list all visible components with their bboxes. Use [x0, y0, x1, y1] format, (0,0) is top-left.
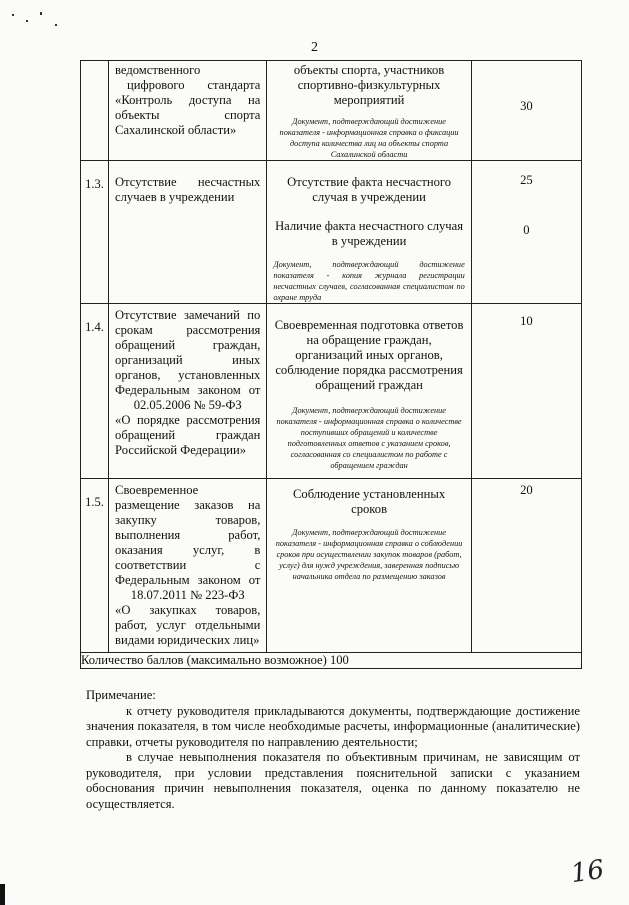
indicator-name-line: 02.05.2006 № 59-ФЗ: [133, 398, 242, 412]
criteria-cell: [267, 479, 471, 653]
row-number: 1.3.: [81, 161, 109, 304]
indicator-name-line: Федеральным законом от: [115, 383, 261, 397]
indicator-name-line: закупку товаров,: [115, 513, 261, 527]
score-cell: [471, 304, 581, 479]
indicator-name-line: «О закупках товаров,: [115, 603, 261, 617]
row-number: 1.5.: [81, 479, 109, 653]
indicator-name-line: видами юридических лиц»: [115, 633, 260, 647]
indicator-name-line: объекты спорта: [115, 108, 261, 122]
scan-edge-mark: [0, 884, 5, 905]
indicator-name-line: Отсутствие несчастных: [115, 175, 261, 189]
indicator-name: [109, 61, 267, 161]
criterion-text: Соблюдение установленных сроков: [293, 487, 446, 516]
note-paragraph: в случае невыполнения показателя по объективным причинам, не зависящим от руководителя, при условии представления пояснительной записки с указанием обоснования причин невыполнения показателя, оценка по данному показателю не осуществляется.: [86, 750, 580, 811]
scan-speck: [12, 14, 14, 16]
indicator-name-line: соответствии с: [115, 558, 261, 572]
indicator-name-line: размещение заказов на: [115, 498, 261, 512]
page-number: 2: [311, 40, 318, 55]
table-row: [81, 479, 582, 653]
note-title: Примечание:: [86, 688, 156, 702]
score-cell: [471, 61, 581, 161]
handwritten-page-number: 16: [569, 854, 607, 890]
score-value: 20: [520, 483, 533, 497]
table-row: [81, 304, 582, 479]
indicator-name-line: Отсутствие замечаний по: [115, 308, 261, 322]
criterion-text: объекты спорта, участников спортивно-физкультурных мероприятий: [293, 63, 445, 107]
scan-speck: [55, 24, 57, 26]
row-number: [81, 61, 109, 161]
table-row-total: [81, 653, 582, 669]
criterion-text: Наличие факта несчастного случая в учреждении: [275, 219, 464, 248]
confirming-document-note: Документ, подтверждающий достижение показателя - информационная справка о соблюдении сроков при осуществлении закупок товаров (работ, услуг) для нужд учреждения, заверенная подписью начальника отдела по размещению заказов: [275, 528, 463, 581]
indicator-name-line: «Контроль доступа на: [115, 93, 261, 107]
indicator-name-line: Сахалинской области»: [115, 123, 237, 137]
criteria-cell: [267, 161, 471, 304]
indicator-name-line: случаев в учреждении: [115, 190, 235, 204]
score-value: 10: [520, 314, 533, 328]
indicator-name: [109, 304, 267, 479]
indicator-name-line: работ, услуг отдельными: [115, 618, 261, 632]
indicator-name-line: выполнения работ,: [115, 528, 261, 542]
score-cell: [471, 479, 581, 653]
indicator-name-line: ведомственного: [115, 63, 201, 77]
score-value: 30: [520, 99, 533, 113]
score-value: 0: [523, 223, 530, 237]
criterion-text: Своевременная подготовка ответов на обращение граждан, организаций иных органов, соблюдение порядка рассмотрения обращений граждан: [274, 318, 464, 392]
confirming-document-note: Документ, подтверждающий достижение показателя - копия журнала регистрации несчастных случаев, согласованная специалистом по охране труда: [273, 260, 465, 302]
criteria-cell: [267, 304, 471, 479]
note-paragraph: к отчету руководителя прикладываются документы, подтверждающие достижение значения показателя, в том числе необходимые расчеты, информационные (аналитические) справки, отчеты руководителя по направлению деятельности;: [86, 703, 580, 749]
indicator-name: [109, 479, 267, 653]
indicator-name-line: цифрового стандарта: [127, 78, 261, 92]
scan-speck: [26, 20, 28, 22]
indicator-name-line: органов, установленных: [115, 368, 261, 382]
row-number: 1.4.: [81, 304, 109, 479]
indicators-table: [80, 60, 582, 669]
table-row: [81, 61, 582, 161]
note-section: [86, 688, 580, 812]
confirming-document-note: Документ, подтверждающий достижение показателя - информационная справка о количестве поступивших обращений и количестве подготовленных ответов с указанием сроков, согласованная со специалистом по работе с обращением граждан: [276, 406, 462, 470]
score-value: 25: [520, 173, 533, 187]
indicator-name-line: 18.07.2011 № 223-ФЗ: [130, 588, 245, 602]
score-cell: [471, 161, 581, 304]
criteria-cell: [267, 61, 471, 161]
indicator-name-line: Федеральным законом от: [115, 573, 261, 587]
indicator-name-line: оказания услуг, в: [115, 543, 261, 557]
indicator-name: [109, 161, 267, 304]
total-points: Количество баллов (максимально возможное) 100: [81, 653, 582, 669]
indicator-name-line: «О порядке рассмотрения: [115, 413, 261, 427]
indicator-name-line: обращений граждан,: [115, 338, 261, 352]
scan-speck: [40, 12, 42, 15]
table-row: [81, 161, 582, 304]
indicator-name-line: обращений граждан: [115, 428, 261, 442]
indicator-name-line: Российской Федерации»: [115, 443, 247, 457]
criterion-text: Отсутствие факта несчастного случая в учреждении: [287, 175, 452, 204]
indicator-name-line: срокам рассмотрения: [115, 323, 261, 337]
indicator-name-line: Своевременное: [115, 483, 199, 497]
confirming-document-note: Документ, подтверждающий достижение показателя - информационная справка о фиксации доступа количества лиц на объекты спорта Сахалинской области: [279, 117, 459, 159]
indicator-name-line: организаций иных: [115, 353, 261, 367]
